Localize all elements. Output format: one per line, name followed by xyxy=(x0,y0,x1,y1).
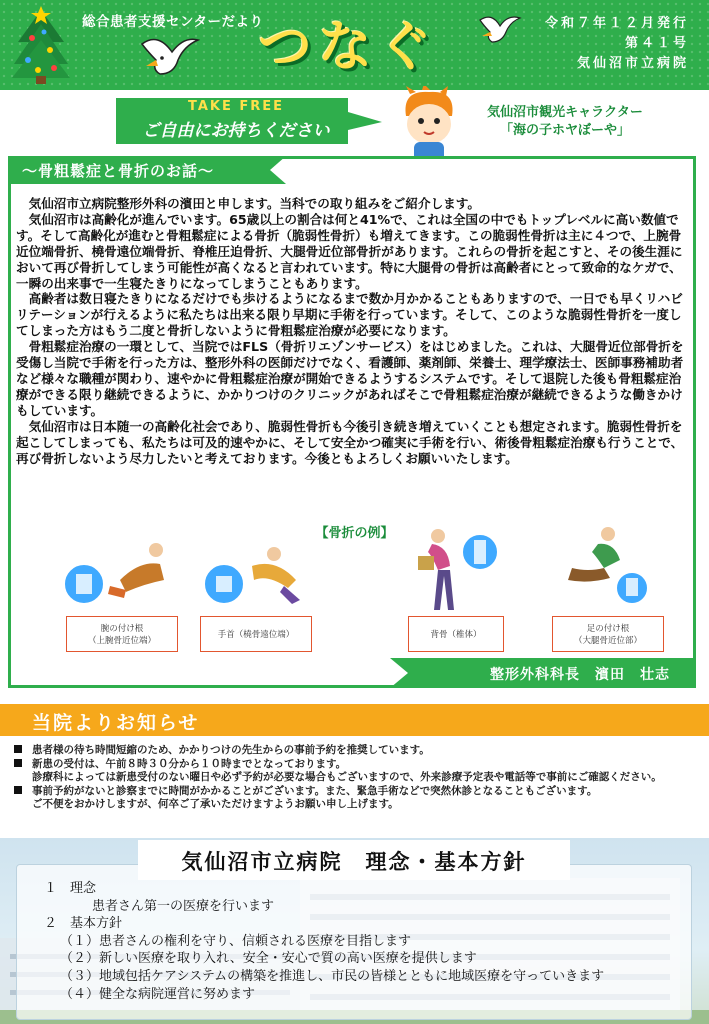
publication-info xyxy=(545,14,689,74)
fracture-label-text: 背骨（椎体） xyxy=(430,630,482,640)
fracture-label-hip xyxy=(552,616,664,652)
bullet-square-icon xyxy=(14,745,22,753)
bullet-square-icon xyxy=(14,786,22,794)
policy-item: （２）新しい医療を取り入れ、安全・安心で質の高い医療を提供します xyxy=(60,951,477,967)
take-free-text xyxy=(116,99,356,141)
policy-item: （３）地域包括ケアシステムの構築を推進し、市民の皆様とともに地域医療を守っていきます xyxy=(60,968,605,984)
article-paragraph: 気仙沼市は高齢化が進んでいます。65歳以上の割合は何と41%で、これは全国の中でもトップレベルに高い数値です。そして高齢化が進むと骨粗鬆症による骨折（脆弱性骨折）も増えてきます。この脆弱性骨折は主に４つで、上腕骨近位端骨折、橈骨遠位端骨折、脊椎圧迫骨折、大腿骨近位部骨折があります。これらの骨折を起こすと、その後生涯において再び骨折してしまう可能性が高くなると言われています。特に大腿骨の骨折は高齢者にとって致命的なケガで、一瞬の出来事で一生寝たきりになってしまうこともあります。 xyxy=(16,211,683,291)
bullet-square-icon xyxy=(14,759,22,767)
notice-line: ご不便をおかけしますが、何卒ご了承いただけますようお願い申し上げます。 xyxy=(32,798,399,811)
issue-number: 第４１号 xyxy=(624,36,689,51)
take-free-label: TAKE FREE xyxy=(187,99,285,114)
seagull-icon xyxy=(478,12,522,46)
seagull-icon xyxy=(138,30,200,80)
fracture-label-subtext: （大腿骨近位部） xyxy=(573,636,642,646)
notice-item xyxy=(10,785,700,812)
fall-on-shoulder-illustration xyxy=(60,540,180,612)
philosophy-statement: 患者さん第一の医療を行います xyxy=(92,898,275,914)
notice-item xyxy=(10,744,700,758)
philosophy-heading: １ 理念 xyxy=(44,881,97,896)
article-paragraph: 気仙沼市は日本随一の高齢化社会であり、脆弱性骨折も今後引き続き増えていくことも想定されます。脆弱性骨折を起こしてしまっても、私たちは可及的速やかに、そして安全かつ確実に手術を行い、術後骨粗鬆症治療も行うことで、再び骨折しないよう尽力したいと考えております。今後ともよろしくお願いいたします。 xyxy=(16,418,684,466)
fall-on-wrist-illustration xyxy=(196,540,316,612)
fracture-label-text: 手首（橈骨遠位端） xyxy=(217,630,295,640)
article-paragraph: 気仙沼市立病院整形外科の濱田と申します。当科での取り組みをご紹介します。 xyxy=(28,196,480,211)
notice-line: 診療科によっては新患受付のない曜日や必ず予約が必要な場合もございますので、外来診療予定表や電話等で事前にご確認ください。 xyxy=(32,771,662,784)
article-paragraph: 骨粗鬆症治療の一環として、当院ではFLS（骨折リエゾンサービス）をはじめました。これは、大腿骨近位部骨折を受傷し当院で手術を行った方は、整形外科の医師だけでなく、看護師、薬剤師、栄養士、理学療法士、医師事務補助者など様々な職種が関わり、速やかに骨粗鬆症治療が開始できるようするシステムです。そして退院した後も骨粗鬆症治療ができる限り継続できるように、かかりつけのクリニックがあればそこで骨粗鬆症治療が継続できるような働きかけもしています。 xyxy=(16,339,684,418)
policy-heading: ２ 基本方針 xyxy=(44,916,123,932)
fracture-label-wrist xyxy=(200,616,312,652)
mascot-caption-line1: 気仙沼市観光キャラクター xyxy=(487,105,643,120)
fall-on-hip-illustration xyxy=(548,524,648,614)
newsletter-title: つなぐ xyxy=(258,15,438,78)
take-free-message: ご自由にお持ちください xyxy=(142,121,330,141)
policy-item: （１）患者さんの権利を守り、信頼される医療を目指します xyxy=(60,933,412,949)
christmas-tree-icon xyxy=(10,6,72,84)
notice-list xyxy=(10,744,700,812)
spine-fracture-illustration xyxy=(408,526,508,614)
article-author: 整形外科科長 濱田 壮志 xyxy=(490,667,670,683)
fracture-label-spine xyxy=(408,616,504,652)
policy-item: （４）健全な病院運営に努めます xyxy=(60,986,256,1002)
mascot-hoya-boya-icon xyxy=(392,86,466,166)
fracture-label-shoulder xyxy=(66,616,178,652)
hospital-name: 気仙沼市立病院 xyxy=(576,56,689,71)
fracture-label-text: 腕の付け根 xyxy=(100,624,144,634)
article-paragraph: 高齢者は数日寝たきりになるだけでも歩けるようになるまで数か月かかることもありますので、一日でも早くリハビリテーションが行えるように私たちは出来る限り早期に手術を行っています。そして、このような脆弱性骨折を一度してしまった方はもう二度と骨折しないように骨粗鬆症治療が必要になります。 xyxy=(16,291,683,339)
notice-title: 当院よりお知らせ xyxy=(32,712,200,734)
center-name: 総合患者支援センターだより xyxy=(82,14,264,30)
philosophy-title: 気仙沼市立病院 理念・基本方針 xyxy=(181,849,527,874)
article-title: ～骨粗鬆症と骨折のお話～ xyxy=(22,162,215,180)
mascot-caption-line2: 「海の子ホヤぼーや」 xyxy=(499,123,630,138)
fracture-label-subtext: （上腕骨近位端） xyxy=(87,636,156,646)
philosophy-text xyxy=(44,880,604,1003)
notice-item xyxy=(10,758,700,785)
publish-date: 令和７年１２月発行 xyxy=(544,16,689,31)
fracture-label-text: 足の付け根 xyxy=(586,624,630,634)
notice-line: 患者様の待ち時間短縮のため、かかりつけの先生からの事前予約を推奨しています。 xyxy=(32,744,430,756)
article-body xyxy=(16,196,692,466)
notice-line: 新患の受付は、午前８時３０分から１０時までとなっております。 xyxy=(32,757,347,770)
notice-line: 事前予約がないと診察までに時間がかかることがございます。また、緊急手術などで突然休診となることもございます。 xyxy=(32,784,598,797)
mascot-caption xyxy=(470,104,660,140)
fracture-examples-title: 【骨折の例】 xyxy=(315,526,394,541)
